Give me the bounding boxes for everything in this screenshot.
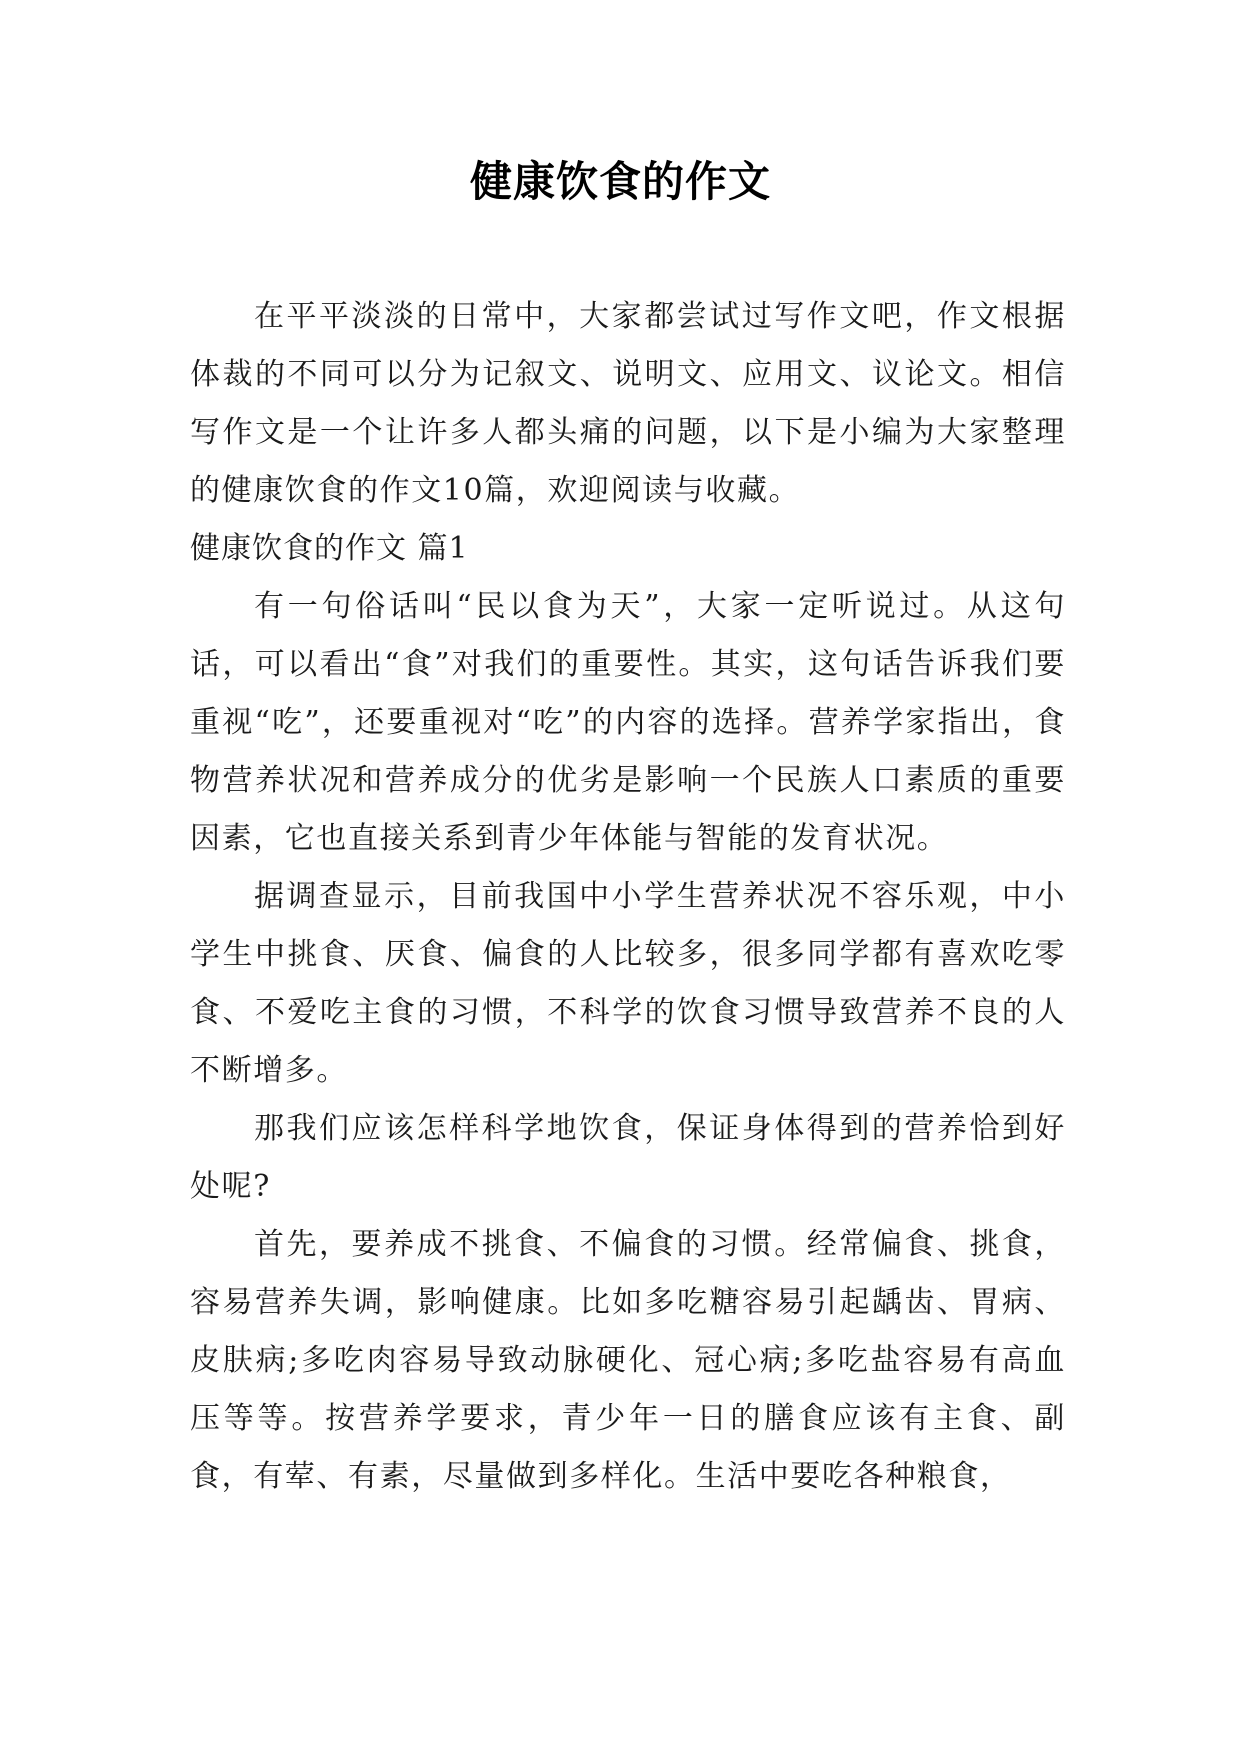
document-title: 健康饮食的作文 (469, 157, 771, 206)
body-paragraph: 据调查显示，目前我国中小学生营养状况不容乐观，中小学生中挑食、厌食、偏食的人比较多，很多同学都有喜欢吃零食、不爱吃主食的习惯，不科学的饮食习惯导致营养不良的人不断增多。 (190, 879, 1066, 1088)
body-paragraph: 那我们应该怎样科学地饮食，保证身体得到的营养恰到好处呢? (190, 1111, 1066, 1204)
body-paragraph: 有一句俗话叫“民以食为天”，大家一定听说过。从这句话，可以看出“食”对我们的重要性。其实，这句话告诉我们要重视“吃”，还要重视对“吃”的内容的选择。营养学家指出，食物营养状况和营养成分的优劣是影响一个民族人口素质的重要因素，它也直接关系到青少年体能与智能的发育状况。 (190, 589, 1066, 856)
intro-paragraph: 在平平淡淡的日常中，大家都尝试过写作文吧，作文根据体裁的不同可以分为记叙文、说明文、应用文、议论文。相信写作文是一个让许多人都头痛的问题，以下是小编为大家整理的健康饮食的作文10篇，欢迎阅读与收藏。 (190, 299, 1066, 508)
section-heading: 健康饮食的作文 篇1 (190, 531, 469, 566)
document-body (190, 288, 1066, 1506)
body-paragraph: 首先，要养成不挑食、不偏食的习惯。经常偏食、挑食，容易营养失调，影响健康。比如多吃糖容易引起龋齿、胃病、皮肤病;多吃肉容易导致动脉硬化、冠心病;多吃盐容易有高血压等等。按营养学要求，青少年一日的膳食应该有主食、副食，有荤、有素，尽量做到多样化。生活中要吃各种粮食， (190, 1227, 1066, 1494)
